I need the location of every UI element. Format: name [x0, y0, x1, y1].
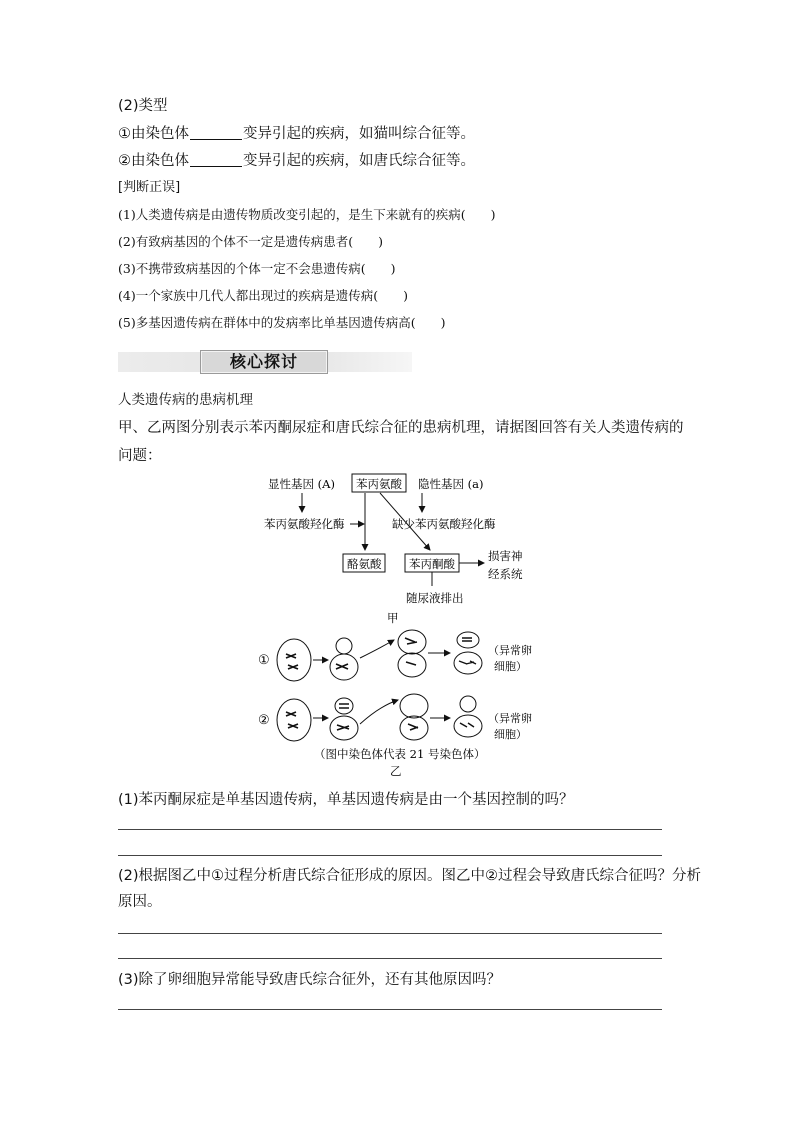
answer-line-q1-2[interactable]	[118, 855, 662, 856]
abnormal-egg-2	[454, 715, 482, 737]
question-3: (3)除了卵细胞异常能导致唐氏综合征外，还有其他原因吗？	[118, 972, 502, 988]
damage-label-1: 损害神	[488, 549, 523, 563]
section-intro-line-2: 问题：	[118, 448, 162, 464]
chromosomes-2b	[337, 725, 349, 730]
caption-yi: 乙	[390, 764, 402, 778]
chromosomes-1c	[405, 638, 417, 665]
chromosomes-2b-top	[339, 704, 349, 708]
row-1-marker: ①	[258, 653, 270, 668]
chromosomes-2e	[460, 723, 474, 727]
phenylalanine-label: 苯丙氨酸	[356, 477, 402, 491]
judge-heading: [判断正误]	[118, 180, 181, 195]
abnormal-egg-2-label-2: 细胞）	[494, 728, 527, 741]
chromosomes-2c	[408, 724, 418, 730]
judge-item-3: (3)不携带致病基因的个体一定不会患遗传病( )	[118, 261, 396, 276]
polar-body-2	[460, 696, 476, 712]
question-2-line-2: 原因。	[118, 894, 162, 910]
cell-divide-1-bottom	[398, 653, 426, 677]
polar-body-1	[457, 632, 479, 648]
enzyme-label: 苯丙氨酸羟化酶	[264, 517, 345, 531]
cell-divide-1-top	[398, 630, 426, 654]
arrow-row1-2	[360, 640, 394, 658]
types-heading: (2)类型	[118, 98, 168, 114]
phenylpyruvate-label: 苯丙酮酸	[409, 557, 455, 571]
cell-polar-1	[336, 638, 352, 654]
types-item-1-post: 变异引起的疾病，如猫叫综合征等。	[243, 126, 475, 142]
diagram-yi-row-1	[258, 630, 532, 681]
cell-primary-1	[277, 639, 311, 681]
chromosomes-1b	[336, 664, 348, 669]
answer-line-q2-2[interactable]	[118, 958, 662, 959]
chromosomes-1d	[462, 638, 472, 641]
section-intro-line-1: 甲、乙两图分别表示苯丙酮尿症和唐氏综合征的患病机理，请据图回答有关人类遗传病的	[118, 420, 684, 436]
judge-item-2: (2)有致病基因的个体不一定是遗传病患者( )	[118, 234, 383, 249]
types-item-2-post: 变异引起的疾病，如唐氏综合征等。	[243, 153, 475, 169]
judge-item-5: (5)多基因遗传病在群体中的发病率比单基因遗传病高( )	[118, 315, 446, 330]
lack-enzyme-label: 缺少苯丙氨酸羟化酶	[392, 517, 496, 531]
abnormal-egg-1-label-2: 细胞）	[494, 660, 527, 673]
recessive-gene-label: 隐性基因 (a)	[418, 477, 484, 491]
types-item-2-pre: ②由染色体	[118, 153, 189, 169]
row-2-marker: ②	[258, 713, 270, 728]
types-item-1-pre: ①由染色体	[118, 126, 189, 142]
chromosomes-1e	[459, 661, 476, 664]
types-item-2	[118, 151, 475, 171]
cell-primary-2	[277, 699, 311, 741]
arrow-row2-2	[360, 700, 398, 724]
urine-label: 随尿液排出	[406, 591, 464, 605]
answer-line-q2-1[interactable]	[118, 933, 662, 934]
abnormal-egg-2-label-1: （异常卵	[488, 712, 532, 725]
chromosomes-1a	[286, 654, 298, 669]
answer-line-q3-1[interactable]	[118, 1009, 662, 1010]
dominant-gene-label: 显性基因 (A)	[268, 477, 335, 491]
question-2-line-1: (2)根据图乙中①过程分析唐氏综合征形成的原因。图乙中②过程会导致唐氏综合征吗？分析	[118, 868, 702, 884]
section-banner: 核心探讨	[200, 350, 328, 374]
damage-label-2: 经系统	[488, 567, 523, 581]
fill-blank-1[interactable]	[190, 125, 242, 140]
cell-polar-2	[335, 698, 353, 714]
judge-item-4: (4)一个家族中几代人都出现过的疾病是遗传病( )	[118, 288, 408, 303]
question-1: (1)苯丙酮尿症是单基因遗传病，单基因遗传病是由一个基因控制的吗？	[118, 792, 574, 808]
judge-item-1: (1)人类遗传病是由遗传物质改变引起的，是生下来就有的疾病( )	[118, 207, 496, 222]
tyrosine-label: 酪氨酸	[347, 557, 382, 571]
types-item-1	[118, 124, 475, 144]
mechanism-diagram	[240, 468, 560, 780]
diagram-jia	[264, 474, 523, 625]
cell-divide-2-top	[400, 694, 428, 718]
abnormal-egg-1-label-1: （异常卵	[488, 644, 532, 657]
diagram-yi-row-2	[258, 694, 532, 741]
caption-jia: 甲	[387, 611, 399, 625]
section-subtitle: 人类遗传病的患病机理	[118, 392, 253, 408]
chromosome-note: （图中染色体代表 21 号染色体）	[314, 747, 486, 761]
fill-blank-2[interactable]	[190, 152, 242, 167]
chromosomes-2a	[286, 712, 298, 728]
answer-line-q1-1[interactable]	[118, 829, 662, 830]
